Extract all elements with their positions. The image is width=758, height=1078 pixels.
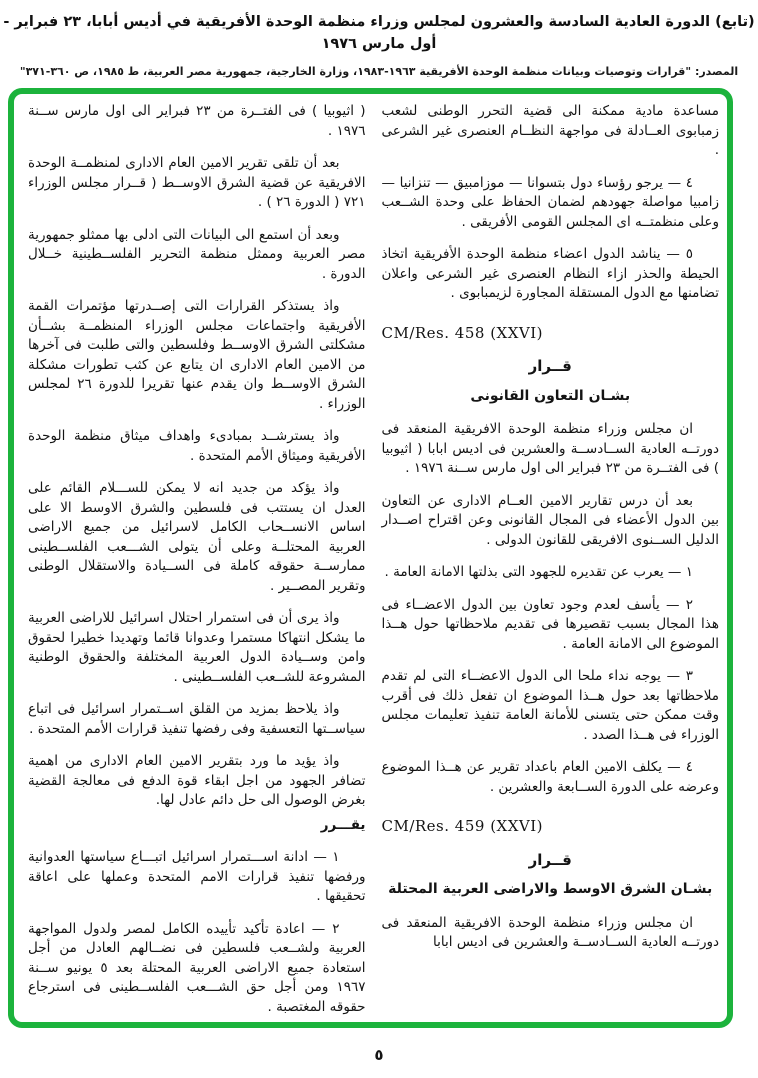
session-title: (تابع) الدورة العادية السادسة والعشرون لمجلس وزراء منظمة الوحدة الأفريقية في أديس أبابا، ٢٣ فبراير - أول مارس ١٩٧٦ — [3, 14, 755, 52]
body-paragraph: واذ يلاحظ بمزيد من القلق اســتمرار اسرائيل فى اتباع سياســتها التعسفية وفى رفضها تنفيذ قرارات الأمم المتحدة . — [28, 701, 366, 737]
page-number: ٥ — [374, 1046, 384, 1064]
body-paragraph: بعد أن درس تقارير الامين العــام الادارى عن التعاون بين الدول الأعضاء فى المجال القانونى وعن اقتراح اصــدار الدليل الســنوى الافريقى للقانون الدولى . — [381, 492, 719, 548]
body-paragraph: واذ يسترشــد بمبادىء واهداف ميثاق منظمة الوحدة الأفريقية وميثاق الأمم المتحدة . — [28, 428, 366, 464]
body-paragraph: ٥ — يناشد الدول اعضاء منظمة الوحدة الأفريقية اتخاذ الحيطة والحذر ازاء النظام العنصرى غير الشرعى واعلان تضامنها مع الدول المستقلة المجاورة لزيمبابوى . — [381, 246, 719, 301]
source-citation: المصدر: "قرارات وتوصيات وبيانات منظمة الوحدة الأفريقية ١٩٦٣-١٩٨٣، وزارة الخارجية، جمهورية مصر العربية، ط ١٩٨٥، ص ٣٦٠-٣٧١" — [19, 64, 739, 78]
resolution-subject: بشـان الشرق الاوسط والاراضى العربية المحتلة — [388, 881, 713, 897]
two-column-layout — [28, 102, 719, 1016]
body-paragraph: وبعد أن استمع الى البيانات التى ادلى بها ممثلو جمهورية مصر العربية وممثل منظمة التحرير الفلســطينية خــلال الدورة . — [28, 226, 366, 282]
document-frame — [8, 88, 733, 1028]
body-paragraph: ٤ — يرجو رؤساء دول بتسوانا — موزامبيق — تنزانيا — زامبيا مواصلة جهودهم لضمان الحفاظ على وحدة الشــعب وعلى منظمتــه اى المجلس القومى الأفريقى . — [381, 174, 719, 230]
body-paragraph: ان مجلس وزراء منظمة الوحدة الافريقية المنعقد فى دورتــه العادية الســادســة والعشرين فى اديس ابابا ( اثيوبيا ) فى الفتــرة من ٢٣ فبراير الى اول مارس ســنة ١٩٧٦ . — [381, 421, 719, 476]
decides-label: يقـــرر — [320, 816, 366, 833]
body-paragraph: ان مجلس وزراء منظمة الوحدة الافريقية المنعقد فى دورتــه العادية الســادســة والعشرين فى اديس ابابا — [381, 914, 719, 950]
body-paragraph: ٢ — اعادة تأكيد تأييده الكامل لمصر ولدول المواجهة العربية ولشــعب فلسطين فى نضــالهم العادل من أجل استعادة جميع الاراضى العربية المحتلة بعد ٥ يونيو ســنة ١٩٦٧ ومن أجل حق الشـــعب الفلســطينى فى استرجاع حقوقه المغتصبة . — [28, 920, 366, 1015]
body-paragraph: ٤ — يكلف الامين العام باعداد تقرير عن هــذا الموضوع وعرضه على الدورة الســابعة والعشرين . — [381, 759, 719, 795]
resolution-title: قــرار — [528, 850, 572, 869]
body-paragraph: واذ يرى أن فى استمرار احتلال اسرائيل للاراضى العربية ما يشكل انتهاكا مستمرا وعدوانا قائما وتهديدا خطيرا لحقوق وامن وســيادة الدول العربية المختلفة والحقوق الوطنية المشروعة للشــعب الفلســطينى . — [28, 610, 366, 685]
body-paragraph: ٢ — يأسف لعدم وجود تعاون بين الدول الاعضــاء فى هذا المجال بسبب تقصيرها فى تقديم ملاحظاتها حول هــذا الموضوع الى الامانة العامة . — [381, 596, 719, 652]
body-paragraph: ٣ — يوجه نداء ملحا الى الدول الاعضــاء التى لم تقدم ملاحظاتها بعد حول هــذا الموضوع ان تفعل ذلك فى أقرب وقت ممكن حتى يتسنى للأمانة العامة تنفيذ تعليمات مجلس الوزراء فى هــذا الصدد . — [381, 668, 719, 743]
body-paragraph: واذ يؤيد ما ورد بتقرير الامين العام الادارى من اهمية تضافر الجهود من اجل ابقاء قوة الدفع فى معالجة القضية بغرض الوصول الى حل دائم عادل لها. — [28, 753, 366, 808]
resolution-number: CM/Res. 459 (XXVI) — [381, 817, 544, 835]
body-paragraph: مساعدة مادية ممكنة الى قضية التحرر الوطنى لشعب زمبابوى العــادلة فى مواجهة النظــام العنصرى غير الشرعى . — [381, 103, 719, 158]
column-left — [28, 102, 366, 1016]
body-paragraph: واذ يستذكر القرارات التى إصــدرتها مؤتمرات القمة الأفريقية واجتماعات مجلس الوزراء المنظمــة بشــأن مشكلتى الشرق الاوســط وفلسطين والتى طلبت فى آخرها من الامين العام الادارى ان يتابع عن كثب تطورات مشكلة الشرق الاوســط وان يقدم عنها تقريرا للدورة ٢٦ لمجلس الوزراء . — [28, 298, 366, 412]
body-paragraph: بعد أن تلقى تقرير الامين العام الادارى لمنظمــة الوحدة الافريقية عن قضية الشرق الاوســط ( قــرار مجلس الوزراء ٧٢١ ( الدورة ٢٦ ) . — [28, 155, 366, 210]
resolution-subject: بشـان التعاون القانونى — [470, 387, 631, 404]
column-right — [382, 102, 720, 1016]
resolution-number: CM/Res. 458 (XXVI) — [381, 323, 544, 342]
resolution-title: قــرار — [528, 357, 572, 375]
body-paragraph: واذ يؤكد من جديد انه لا يمكن للســـلام القائم على العدل ان يستتب فى فلسطين والشرق الاوسط الا على اساس الانســحاب الكامل لاسرائيل من جميع الاراضى العربية المحتلــة وعلى أن يتولى الشـــعب الفلســطينى ممارســة حقوقه كاملة فى الســيادة والاستقلال الوطنى وتقرير المصــير . — [28, 480, 366, 594]
body-paragraph: ١ — ادانة اســـتمرار اسرائيل اتبـــاع سياستها العدوانية ورفضها تنفيذ قرارات الامم المتحدة وعملها على اعاقة تحقيقها . — [28, 849, 366, 904]
body-paragraph: ( اثيوبيا ) فى الفتــرة من ٢٣ فبراير الى اول مارس ســنة ١٩٧٦ . — [28, 103, 366, 139]
page-header — [0, 12, 758, 78]
body-paragraph: ١ — يعرب عن تقديره للجهود التى بذلتها الامانة العامة . — [384, 564, 693, 580]
